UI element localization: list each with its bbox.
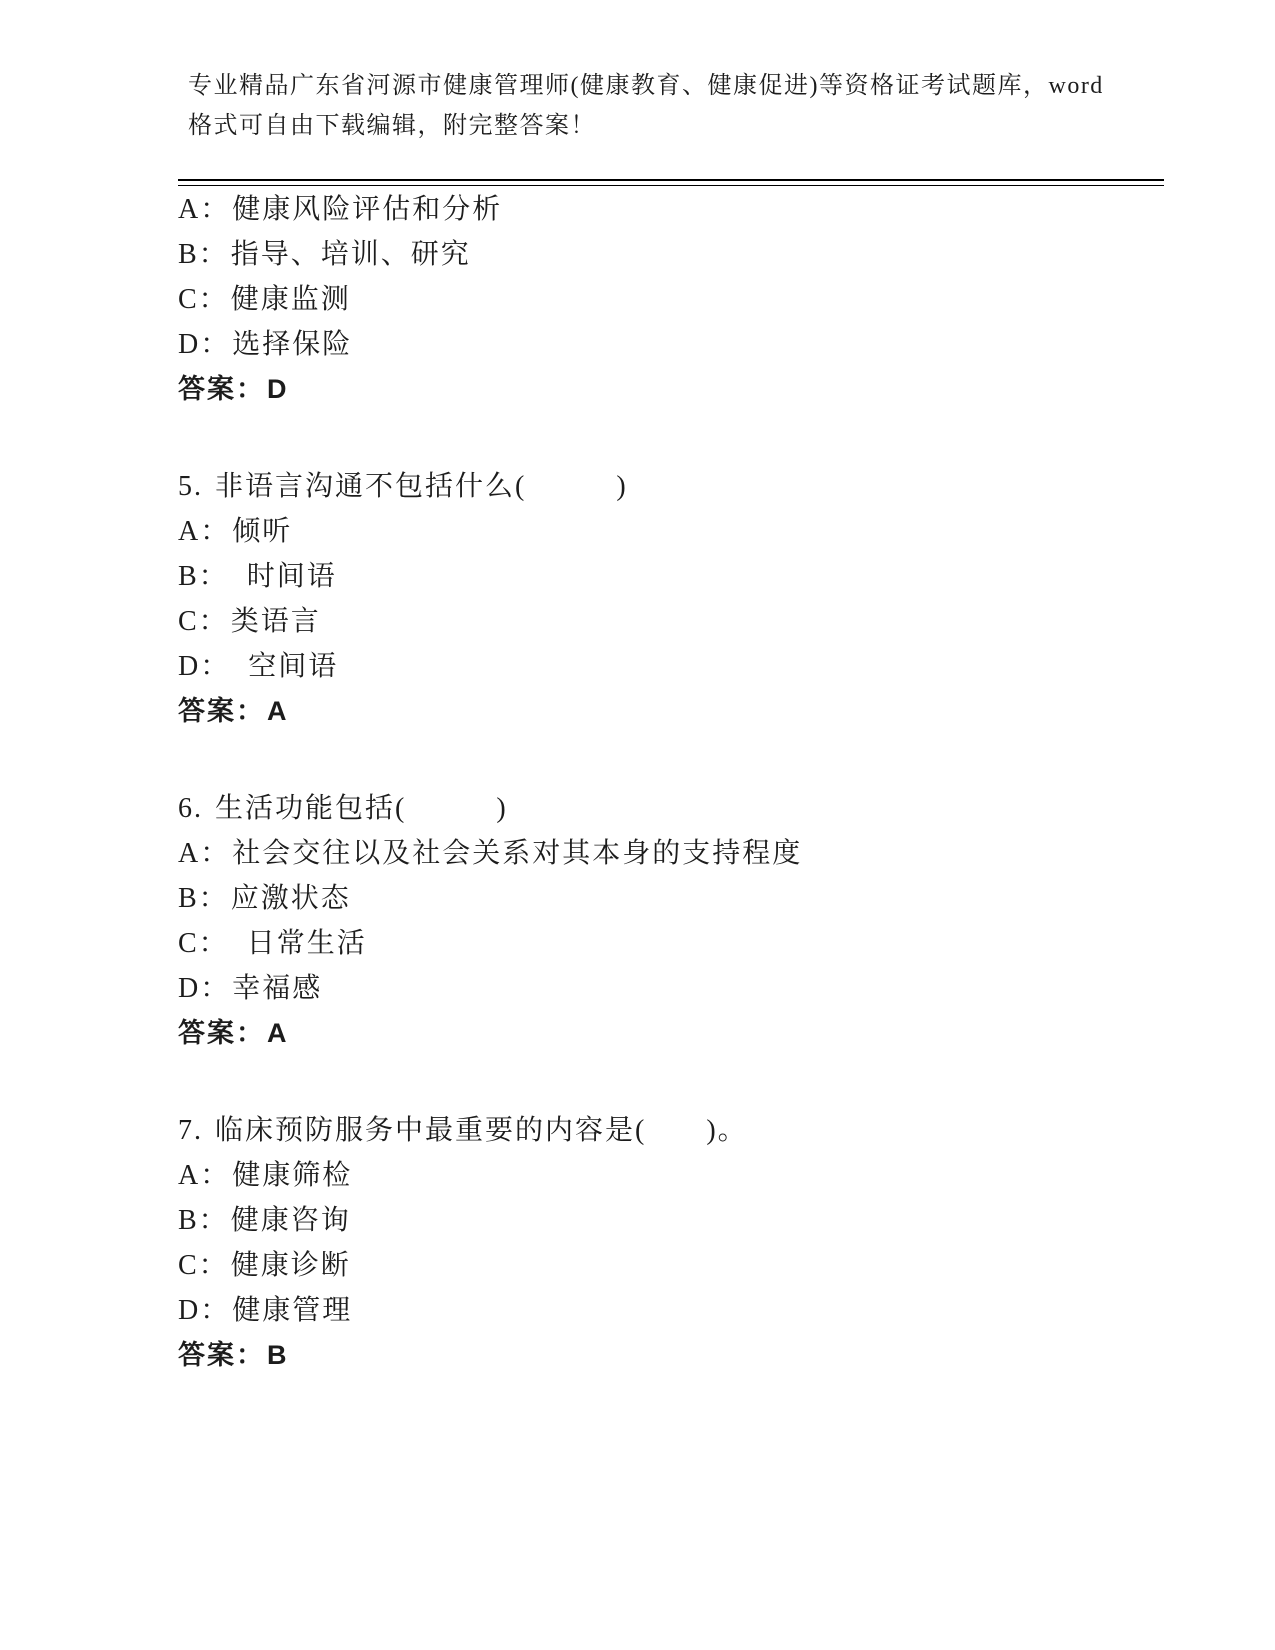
header-divider [178, 179, 1164, 186]
option-text: 健康筛检 [232, 1160, 353, 1191]
question-text: 非语言沟通不包括什么( ) [215, 471, 628, 502]
option-text: 幸福感 [232, 973, 323, 1004]
answer-row [178, 689, 1164, 734]
option-row-b [178, 876, 1164, 921]
option-text: 空间语 [218, 651, 339, 682]
answer-prefix: 答案： [178, 1340, 265, 1370]
option-label: A： [178, 194, 231, 225]
option-row-c [178, 599, 1164, 644]
option-text: 时间语 [216, 561, 337, 592]
option-label: C： [178, 928, 215, 959]
option-row-a [178, 509, 1164, 554]
document-header [178, 0, 1164, 146]
option-label: B： [178, 883, 229, 914]
option-row-d [178, 966, 1164, 1011]
option-label: A： [178, 1160, 231, 1191]
option-row-b [178, 1198, 1164, 1243]
option-label: B： [178, 1205, 229, 1236]
question-number: 6. [178, 793, 203, 824]
option-text: 健康咨询 [230, 1205, 351, 1236]
question-stem [178, 786, 1164, 831]
option-row-a [178, 831, 1164, 876]
option-row-c [178, 921, 1164, 966]
question-block-partial [178, 187, 1164, 412]
option-text: 日常生活 [216, 928, 367, 959]
question-number: 5. [178, 471, 203, 502]
question-text: 生活功能包括( ) [215, 793, 508, 824]
question-stem [178, 464, 1164, 509]
option-text: 类语言 [230, 606, 321, 637]
header-line-2: 格式可自由下载编辑，附完整答案！ [188, 113, 596, 139]
option-text: 选择保险 [232, 329, 353, 360]
option-row-c [178, 277, 1164, 322]
option-label: B： [178, 239, 229, 270]
answer-letter: B [267, 1340, 289, 1370]
option-text: 健康诊断 [230, 1250, 351, 1281]
answer-letter: A [267, 1018, 289, 1048]
option-row-a [178, 1153, 1164, 1198]
option-label: C： [178, 1250, 229, 1281]
question-stem [178, 1108, 1164, 1153]
option-text: 健康监测 [230, 284, 351, 315]
option-text: 健康管理 [232, 1295, 353, 1326]
answer-row [178, 1011, 1164, 1056]
option-label: D： [178, 973, 231, 1004]
question-list [178, 187, 1164, 1378]
option-label: D： [178, 651, 217, 682]
option-text: 社会交往以及社会关系对其本身的支持程度 [232, 838, 803, 869]
option-row-b [178, 554, 1164, 599]
answer-prefix: 答案： [178, 374, 265, 404]
option-row-d [178, 322, 1164, 367]
option-label: A： [178, 838, 231, 869]
option-text: 健康风险评估和分析 [232, 194, 503, 225]
option-row-c [178, 1243, 1164, 1288]
option-label: C： [178, 284, 229, 315]
answer-prefix: 答案： [178, 1018, 265, 1048]
option-row-b [178, 232, 1164, 277]
answer-letter: A [267, 696, 289, 726]
option-label: D： [178, 329, 231, 360]
question-number: 7. [178, 1115, 203, 1146]
answer-letter: D [267, 374, 289, 404]
question-text: 临床预防服务中最重要的内容是( )。 [215, 1115, 748, 1146]
header-line-1: 专业精品广东省河源市健康管理师(健康教育、健康促进)等资格证考试题库，word [188, 73, 1104, 99]
option-row-d [178, 1288, 1164, 1333]
question-block-6 [178, 786, 1164, 1056]
option-text: 应激状态 [230, 883, 351, 914]
option-row-a [178, 187, 1164, 232]
option-label: A： [178, 516, 231, 547]
option-label: C： [178, 606, 229, 637]
option-text: 倾听 [232, 516, 293, 547]
option-row-d [178, 644, 1164, 689]
answer-row [178, 1333, 1164, 1378]
page-content [178, 0, 1164, 1430]
answer-prefix: 答案： [178, 696, 265, 726]
option-label: B： [178, 561, 215, 592]
option-text: 指导、培训、研究 [230, 239, 471, 270]
question-block-7 [178, 1108, 1164, 1378]
question-block-5 [178, 464, 1164, 734]
option-label: D： [178, 1295, 231, 1326]
answer-row [178, 367, 1164, 412]
